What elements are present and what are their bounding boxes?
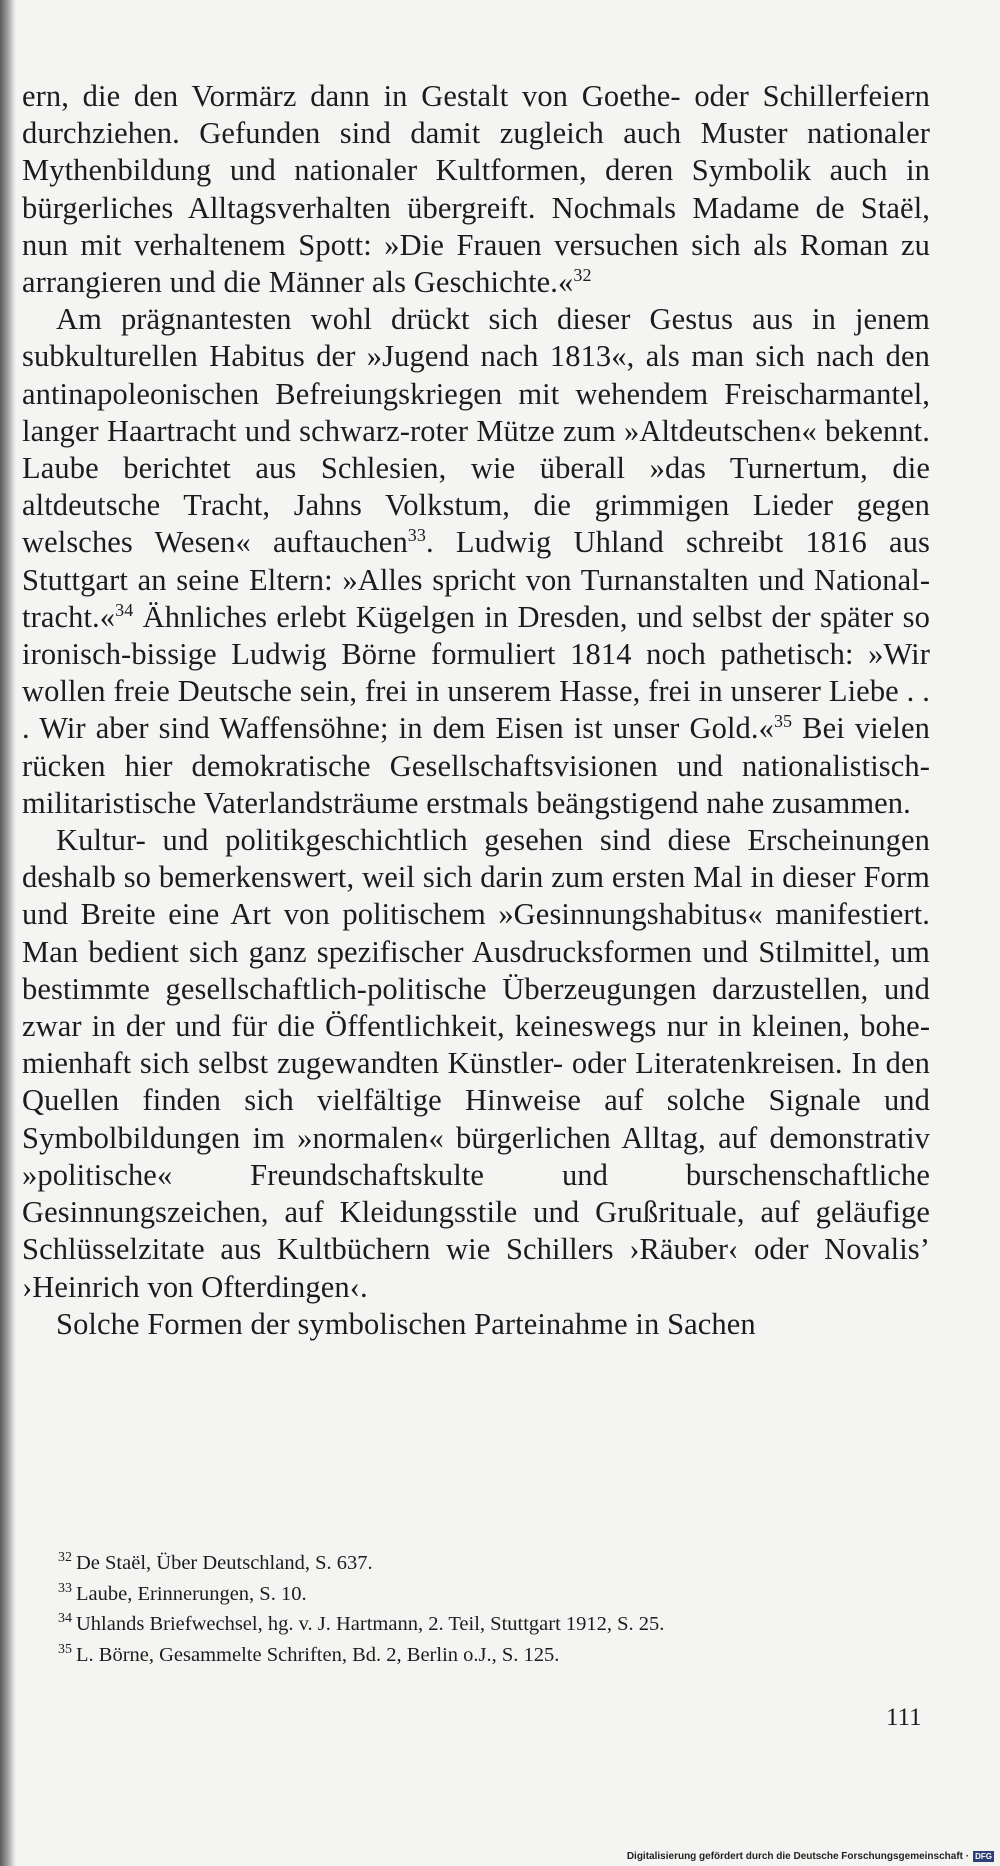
footnote-text: Uhlands Briefwechsel, hg. v. J. Hartmann, 2. Teil, Stuttgart 1912, S. 25. bbox=[76, 1613, 665, 1635]
footnote-number: 33 bbox=[58, 1580, 72, 1596]
footnote-text: De Staël, Über Deutschland, S. 637. bbox=[76, 1552, 373, 1574]
text-segment: Am prägnantesten wohl drückt sich dieser Gestus aus in jenem subkulturellen Habitus der »Jugend nach 1813«, als man sich nach den antinapoleonischen Befreiungskriegen mit wehendem Freischarmantel, langer Haartracht und schwarz-roter Mütze zum »Altdeutschen« bekennt. Laube berichtet aus Schlesien, wie überall »das Turnertum, die altdeutsche Tracht, Jahns Volkstum, die grimmigen Lieder gegen welsches Wesen« auftauchen bbox=[22, 302, 930, 560]
paragraph bbox=[22, 78, 930, 301]
footnotes bbox=[58, 1548, 930, 1670]
footnote-text: Laube, Erinnerungen, S. 10. bbox=[76, 1582, 307, 1605]
digitization-credit bbox=[627, 1851, 994, 1862]
book-spine-shadow bbox=[0, 0, 16, 1866]
footnote-reference: 33 bbox=[407, 525, 426, 546]
footnote-number: 34 bbox=[58, 1611, 72, 1627]
footnote bbox=[58, 1640, 930, 1671]
footnote-text: L. Börne, Gesammelte Schriften, Bd. 2, Berlin o.J., S. 125. bbox=[76, 1643, 560, 1666]
page-number: 111 bbox=[886, 1704, 922, 1731]
footnote-number: 32 bbox=[58, 1550, 72, 1566]
text-segment: Kultur- und politikgeschichtlich gesehen sind diese Erscheinungen deshalb so bemerkenswert, weil sich darin zum ersten Mal in dieser Form und Breite eine Art von politischem »Gesinnungshabitus« manifestiert. Man bedient sich ganz spezifischer Ausdrucksformen und Stilmittel, um bestimmte gesellschaftlich-politische Überzeugungen darzustellen, und zwar in der und für die Öffentlichkeit, keineswegs nur in kleinen, bohemienhaft sich selbst zugewandten Künstler- oder Literatenkreisen. In den Quellen finden sich vielfältige Hinweise auf solche Signale und Symbolbildungen im »normalen« bürgerlichen Alltag, auf demonstrativ »politische« Freundschaftskulte und burschenschaftliche Gesinnungszeichen, auf Kleidungsstile und Grußrituale, auf geläufige Schlüsselzitate aus Kultbüchern wie Schillers ›Räuber‹ oder Novalis’ ›Heinrich von Ofterdingen‹. bbox=[22, 823, 930, 1304]
paragraph bbox=[22, 1306, 930, 1343]
footnote-reference: 34 bbox=[115, 599, 134, 620]
footnote-reference: 32 bbox=[573, 264, 592, 285]
paragraph bbox=[22, 822, 930, 1306]
footnote-number: 35 bbox=[58, 1641, 72, 1657]
dfg-logo: DFG bbox=[975, 1852, 992, 1861]
text-segment: Ähnliches erlebt Kügelgen in Dresden, und selbst der später so ironisch-bissige Ludwig Börne formuliert 1814 noch pathetisch: »Wir wollen freie Deutsche sein, frei in unserem Hasse, frei in unserer Liebe . . . Wir aber sind Waffensöhne; in dem Eisen ist unser Gold.« bbox=[22, 599, 930, 746]
body-text bbox=[22, 78, 930, 1343]
text-segment: . Ludwig Uhland schreibt 1816 aus Stuttgart an seine Eltern: »Alles spricht von Turnanstalten und Nationaltracht.« bbox=[22, 525, 930, 634]
credit-text: Digitalisierung gefördert durch die Deutsche Forschungsgemeinschaft · bbox=[626, 1851, 970, 1863]
paragraph bbox=[22, 301, 930, 822]
footnote bbox=[58, 1579, 930, 1610]
text-segment: ern, die den Vormärz dann in Gestalt von Goethe- oder Schillerfeiern durchziehen. Gefunden sind damit zugleich auch Muster nationaler Mythenbildung und nationaler Kultformen, deren Symbolik auch in bürgerliches Alltagsverhalten übergreift. Nochmals Madame de Staël, nun mit verhaltenem Spott: »Die Frauen versuchen sich als Roman zu arrangieren und die Männer als Geschichte.« bbox=[22, 79, 930, 300]
footnote bbox=[58, 1548, 930, 1579]
footnote-reference: 35 bbox=[773, 711, 793, 732]
text-segment: Bei vielen rücken hier demokratische Gesellschaftsvisionen und nationalistisch-militaristische Vaterlandsträume erstmals beängstigend nahe zusammen. bbox=[22, 711, 930, 820]
text-segment: Solche Formen der symbolischen Parteinahme in Sachen bbox=[56, 1306, 756, 1341]
footnote bbox=[58, 1609, 930, 1640]
